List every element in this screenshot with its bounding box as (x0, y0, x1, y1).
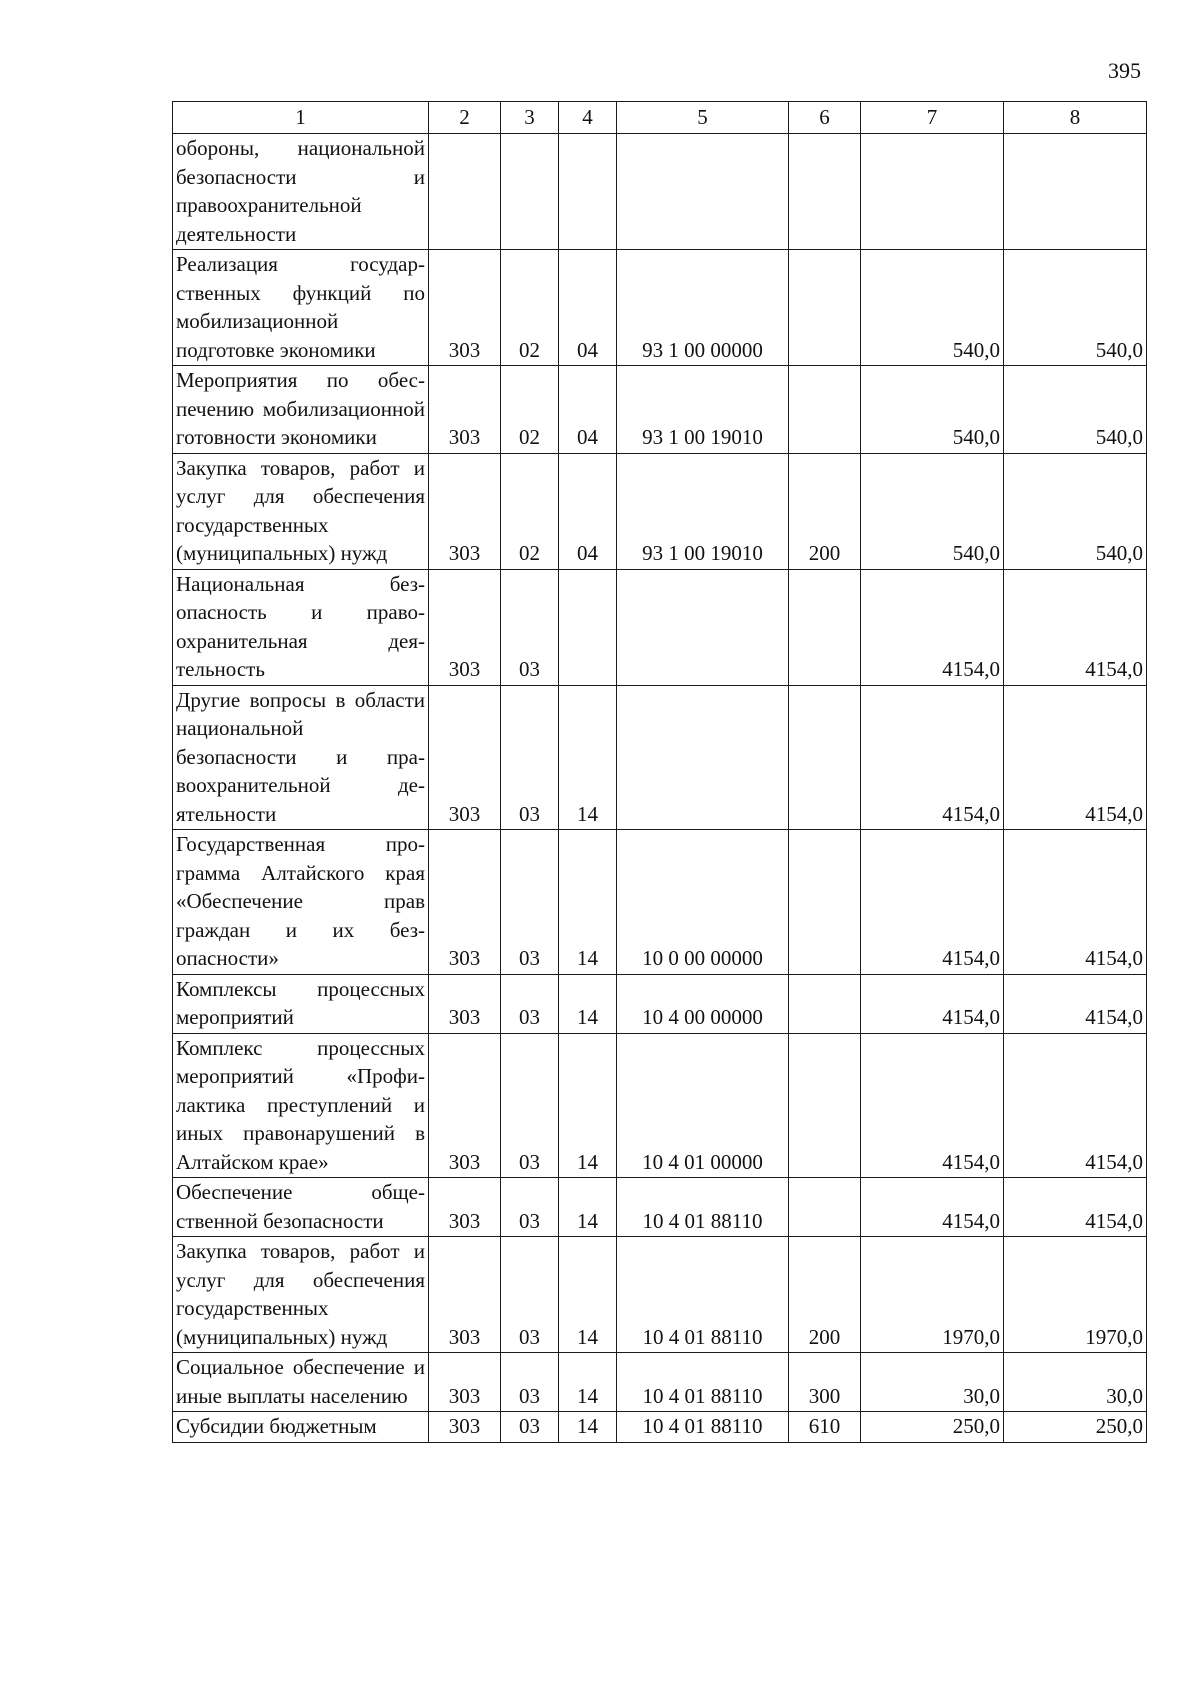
header-row (173, 102, 1147, 134)
target-article-code (617, 134, 789, 250)
subsection-code: 14 (559, 1353, 617, 1412)
page-number: 395 (1108, 58, 1141, 83)
section-code: 02 (501, 453, 559, 569)
amount-year-1: 30,0 (861, 1353, 1004, 1412)
target-article-code: 10 4 01 88110 (617, 1353, 789, 1412)
item-name: Другие вопросы в области национальной безопасности и правоохранительной деятельности (173, 685, 429, 830)
column-header: 5 (617, 102, 789, 134)
item-name: Реализация государственных функций по мобилизационной подготовке экономики (173, 250, 429, 366)
table-body (173, 134, 1147, 1443)
amount-year-2: 4154,0 (1004, 830, 1147, 975)
target-article-code (617, 685, 789, 830)
amount-year-2: 540,0 (1004, 453, 1147, 569)
column-header: 1 (173, 102, 429, 134)
section-code: 03 (501, 1033, 559, 1178)
subsection-code: 14 (559, 974, 617, 1033)
expense-type-code: 610 (789, 1412, 861, 1443)
subsection-code: 04 (559, 250, 617, 366)
item-name: Комплекс процессных мероприятий «Профилактика преступлений и иных правонарушений в Алтайском крае» (173, 1033, 429, 1178)
column-header: 3 (501, 102, 559, 134)
target-article-code: 93 1 00 19010 (617, 366, 789, 454)
item-name: Закупка товаров, работ и услуг для обеспечения государственных (муниципальных) нужд (173, 453, 429, 569)
target-article-code: 93 1 00 00000 (617, 250, 789, 366)
target-article-code (617, 569, 789, 685)
subsection-code: 14 (559, 1237, 617, 1353)
amount-year-2 (1004, 134, 1147, 250)
expense-type-code (789, 1178, 861, 1237)
amount-year-1: 4154,0 (861, 974, 1004, 1033)
admin-code: 303 (429, 1178, 501, 1237)
admin-code: 303 (429, 250, 501, 366)
subsection-code: 04 (559, 366, 617, 454)
amount-year-1: 4154,0 (861, 830, 1004, 975)
amount-year-1: 4154,0 (861, 569, 1004, 685)
section-code: 03 (501, 685, 559, 830)
amount-year-2: 4154,0 (1004, 1033, 1147, 1178)
section-code: 03 (501, 1412, 559, 1443)
amount-year-2: 1970,0 (1004, 1237, 1147, 1353)
column-header: 7 (861, 102, 1004, 134)
admin-code: 303 (429, 830, 501, 975)
item-name: Субсидии бюджетным (173, 1412, 429, 1443)
column-header: 2 (429, 102, 501, 134)
column-header: 8 (1004, 102, 1147, 134)
amount-year-1: 4154,0 (861, 1178, 1004, 1237)
target-article-code: 10 4 01 00000 (617, 1033, 789, 1178)
table-row (173, 250, 1147, 366)
item-name: Закупка товаров, работ и услуг для обеспечения государственных (муниципальных) нужд (173, 1237, 429, 1353)
section-code: 02 (501, 366, 559, 454)
expense-type-code: 200 (789, 453, 861, 569)
expense-type-code (789, 685, 861, 830)
amount-year-1: 540,0 (861, 250, 1004, 366)
expense-type-code (789, 250, 861, 366)
table-row (173, 134, 1147, 250)
amount-year-2: 4154,0 (1004, 974, 1147, 1033)
expense-type-code: 300 (789, 1353, 861, 1412)
subsection-code: 14 (559, 830, 617, 975)
subsection-code: 14 (559, 1033, 617, 1178)
amount-year-2: 4154,0 (1004, 685, 1147, 830)
expense-type-code (789, 134, 861, 250)
amount-year-1: 1970,0 (861, 1237, 1004, 1353)
table-row (173, 569, 1147, 685)
target-article-code: 93 1 00 19010 (617, 453, 789, 569)
table-row (173, 1237, 1147, 1353)
amount-year-1 (861, 134, 1004, 250)
amount-year-2: 250,0 (1004, 1412, 1147, 1443)
admin-code: 303 (429, 1237, 501, 1353)
item-name: Мероприятия по обеспечению мобилизационной готовности экономики (173, 366, 429, 454)
subsection-code: 14 (559, 685, 617, 830)
budget-table (172, 101, 1147, 1443)
item-name: обороны, национальной безопасности и правоохранительной деятельности (173, 134, 429, 250)
item-name: Комплексы процессных мероприятий (173, 974, 429, 1033)
table-row (173, 830, 1147, 975)
expense-type-code (789, 974, 861, 1033)
admin-code: 303 (429, 569, 501, 685)
table-row (173, 685, 1147, 830)
table-row (173, 453, 1147, 569)
table-row (173, 1033, 1147, 1178)
amount-year-1: 540,0 (861, 366, 1004, 454)
target-article-code: 10 4 00 00000 (617, 974, 789, 1033)
subsection-code: 14 (559, 1178, 617, 1237)
amount-year-2: 4154,0 (1004, 569, 1147, 685)
section-code: 03 (501, 1353, 559, 1412)
table-row (173, 1178, 1147, 1237)
table-row (173, 974, 1147, 1033)
admin-code (429, 134, 501, 250)
column-header: 6 (789, 102, 861, 134)
amount-year-1: 4154,0 (861, 1033, 1004, 1178)
item-name: Национальная безопасность и правоохранительная деятельность (173, 569, 429, 685)
admin-code: 303 (429, 1412, 501, 1443)
item-name: Обеспечение общественной безопасности (173, 1178, 429, 1237)
amount-year-1: 4154,0 (861, 685, 1004, 830)
subsection-code (559, 134, 617, 250)
admin-code: 303 (429, 366, 501, 454)
subsection-code: 04 (559, 453, 617, 569)
expense-type-code (789, 569, 861, 685)
expense-type-code (789, 366, 861, 454)
amount-year-2: 30,0 (1004, 1353, 1147, 1412)
expense-type-code (789, 1033, 861, 1178)
amount-year-2: 4154,0 (1004, 1178, 1147, 1237)
amount-year-2: 540,0 (1004, 366, 1147, 454)
amount-year-2: 540,0 (1004, 250, 1147, 366)
admin-code: 303 (429, 974, 501, 1033)
expense-type-code: 200 (789, 1237, 861, 1353)
amount-year-1: 540,0 (861, 453, 1004, 569)
admin-code: 303 (429, 1033, 501, 1178)
subsection-code (559, 569, 617, 685)
expense-type-code (789, 830, 861, 975)
item-name: Государственная программа Алтайского края «Обеспечение прав граждан и их безопасности» (173, 830, 429, 975)
table-row (173, 1353, 1147, 1412)
section-code: 03 (501, 1178, 559, 1237)
admin-code: 303 (429, 453, 501, 569)
section-code: 03 (501, 974, 559, 1033)
item-name: Социальное обеспечение и иные выплаты населению (173, 1353, 429, 1412)
admin-code: 303 (429, 1353, 501, 1412)
section-code: 03 (501, 569, 559, 685)
column-header: 4 (559, 102, 617, 134)
amount-year-1: 250,0 (861, 1412, 1004, 1443)
target-article-code: 10 4 01 88110 (617, 1412, 789, 1443)
admin-code: 303 (429, 685, 501, 830)
section-code: 02 (501, 250, 559, 366)
target-article-code: 10 4 01 88110 (617, 1237, 789, 1353)
section-code: 03 (501, 830, 559, 975)
target-article-code: 10 4 01 88110 (617, 1178, 789, 1237)
section-code (501, 134, 559, 250)
table-row (173, 1412, 1147, 1443)
subsection-code: 14 (559, 1412, 617, 1443)
table-row (173, 366, 1147, 454)
section-code: 03 (501, 1237, 559, 1353)
target-article-code: 10 0 00 00000 (617, 830, 789, 975)
